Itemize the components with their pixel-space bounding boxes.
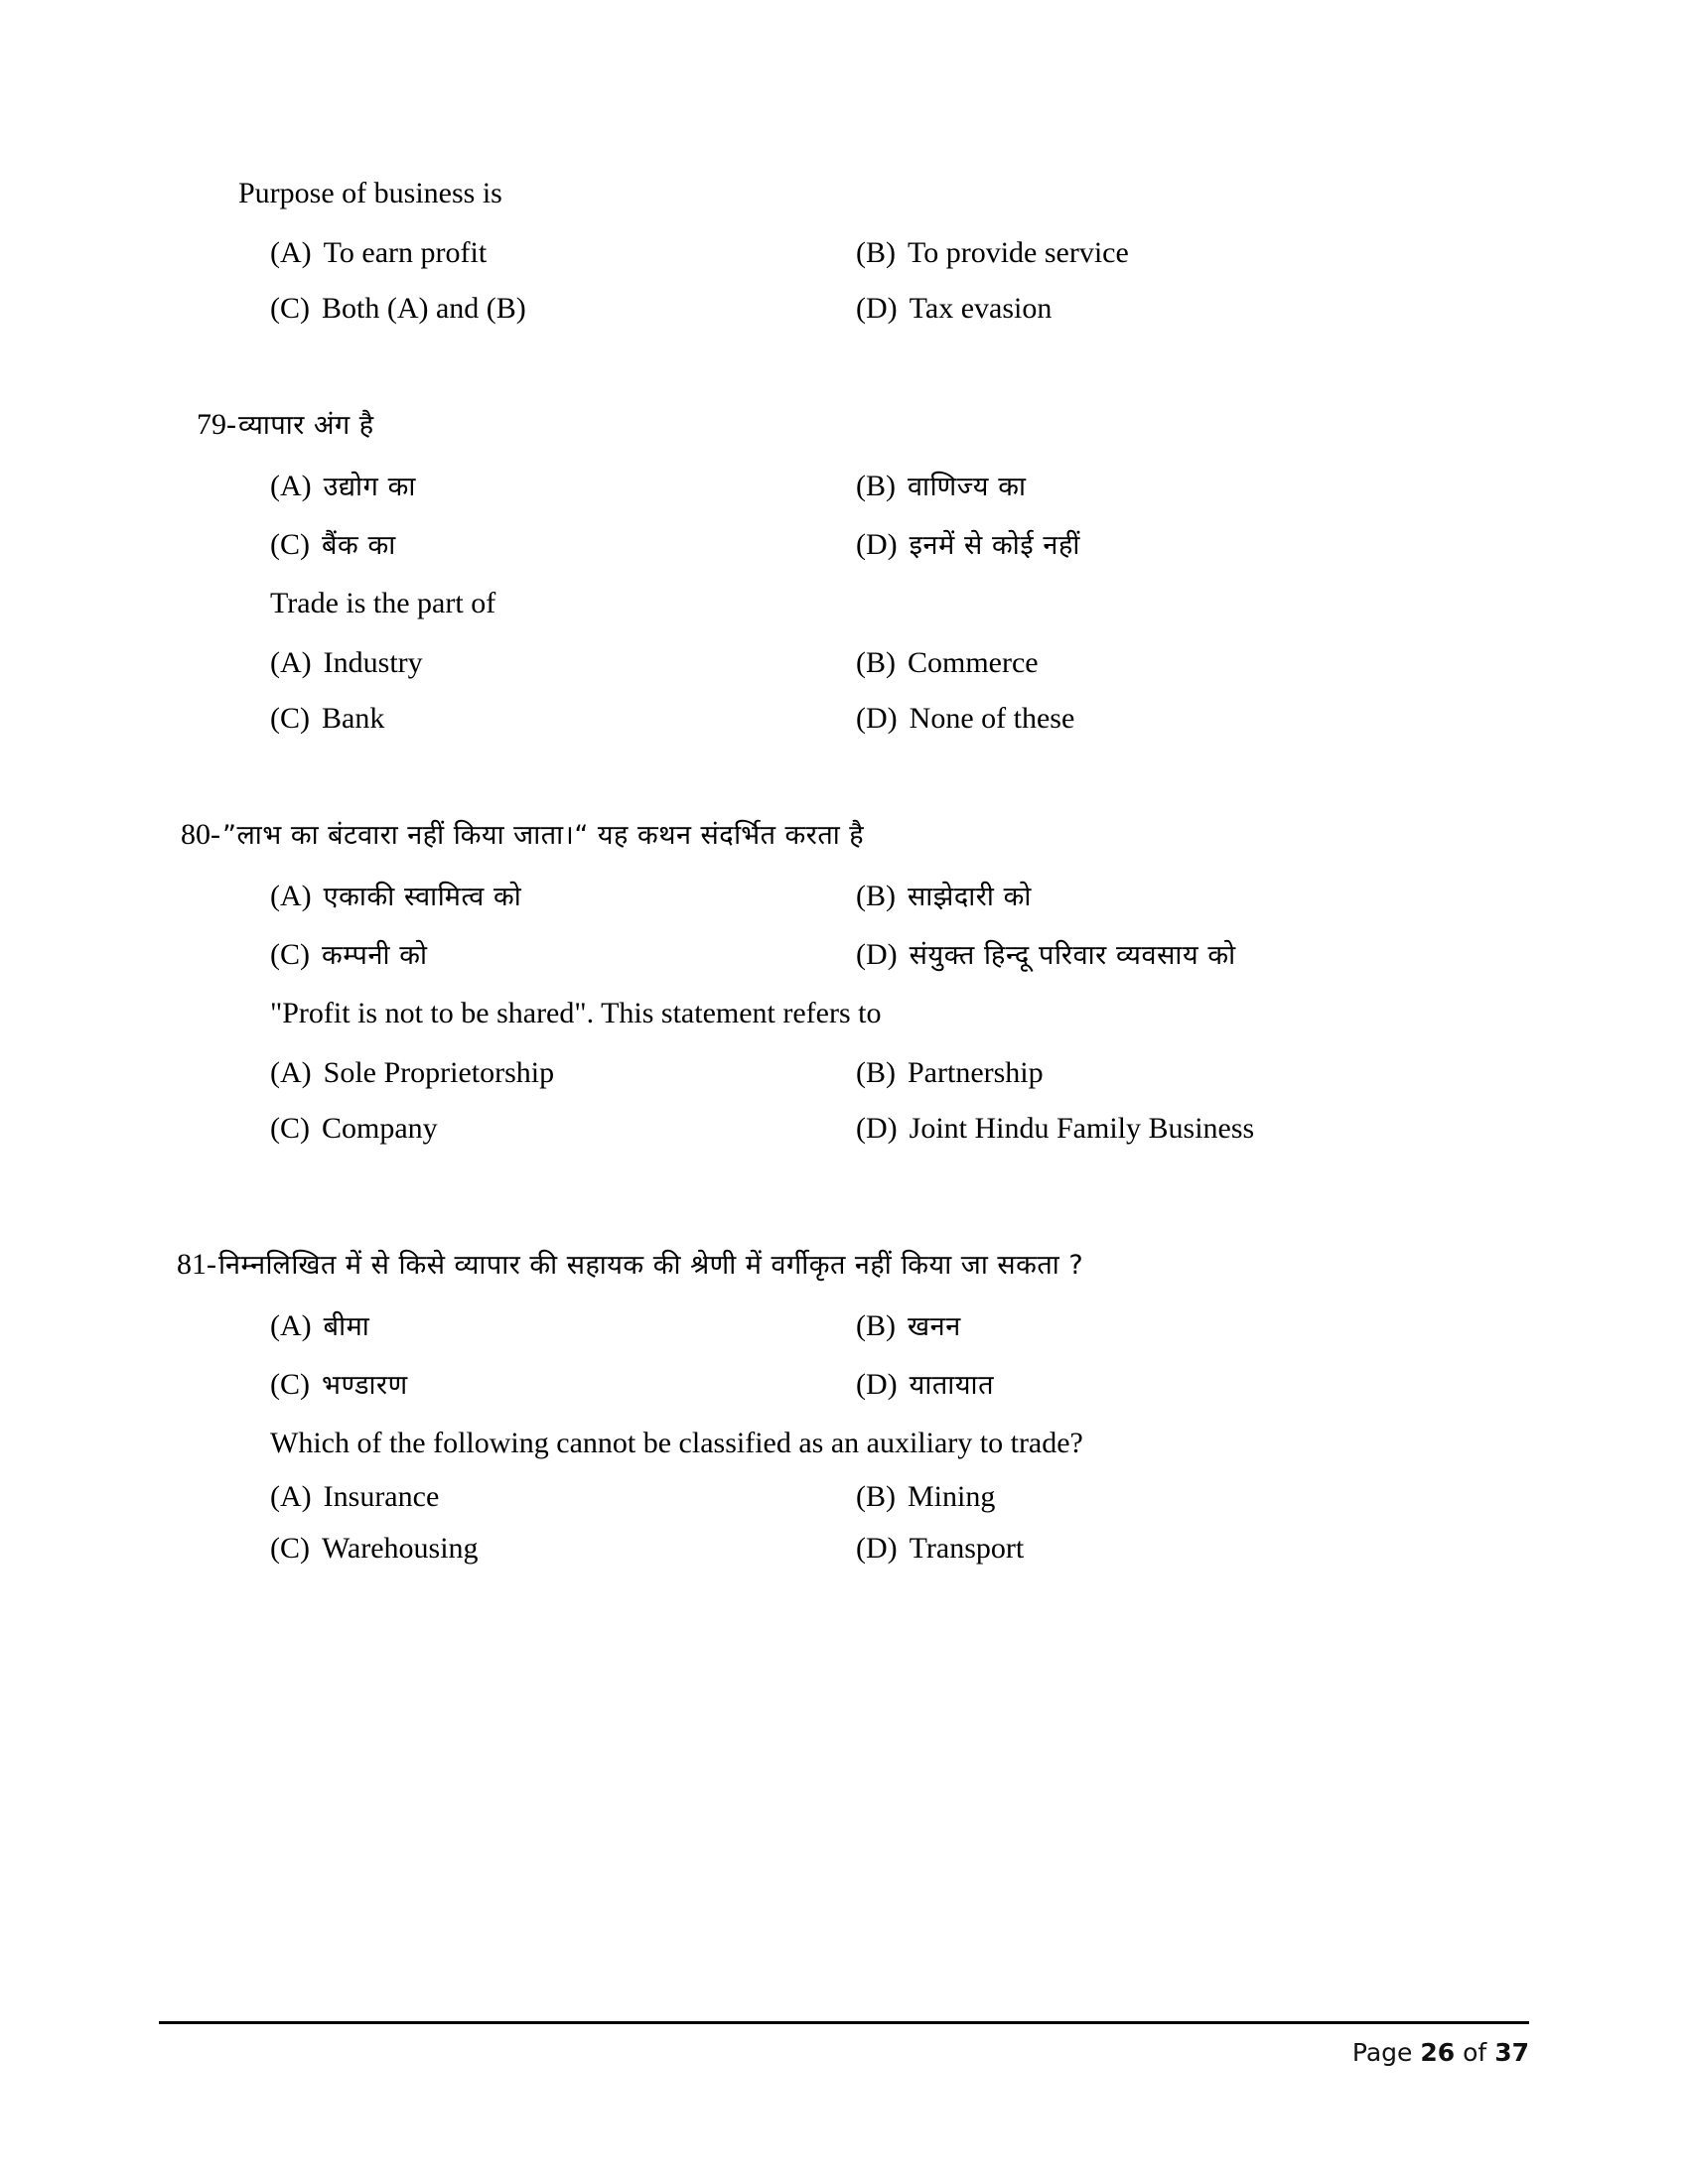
option-text: Both (A) and (B) xyxy=(322,291,526,325)
option-d[interactable] xyxy=(856,1365,1479,1402)
option-text: Bank xyxy=(322,701,385,735)
option-text: None of these xyxy=(909,701,1075,735)
option-label: (D) xyxy=(856,701,898,735)
page-footer xyxy=(159,2021,1529,2067)
option-c[interactable] xyxy=(270,935,856,972)
option-c[interactable] xyxy=(270,525,856,562)
option-row xyxy=(270,1306,1479,1343)
option-a[interactable] xyxy=(270,467,856,503)
option-d[interactable] xyxy=(856,292,1479,326)
footer-page-label: Page xyxy=(1351,2038,1413,2067)
question-stem-english: Trade is the part of xyxy=(270,587,496,619)
option-text: बैंक का xyxy=(322,530,396,561)
option-row xyxy=(270,1056,1479,1090)
option-label: (A) xyxy=(270,880,312,912)
option-label: (D) xyxy=(856,1111,898,1145)
option-text: एकाकी स्वामित्व को xyxy=(323,882,522,912)
question-block-carryover xyxy=(238,174,1479,326)
option-label: (D) xyxy=(856,1368,898,1401)
option-a[interactable] xyxy=(270,1306,856,1343)
question-heading-79 xyxy=(197,405,1479,446)
option-label: (C) xyxy=(270,1531,310,1565)
option-label: (C) xyxy=(270,291,310,325)
option-text: यातायात xyxy=(909,1370,995,1401)
option-d-en[interactable] xyxy=(856,1532,1479,1566)
option-label: (B) xyxy=(856,880,896,912)
option-row xyxy=(270,236,1479,270)
option-label: (D) xyxy=(856,528,898,561)
option-text: Partnership xyxy=(908,1055,1044,1089)
option-label: (A) xyxy=(270,235,312,269)
option-b[interactable] xyxy=(856,877,1479,913)
question-number: 81- xyxy=(177,1247,216,1281)
option-label: (B) xyxy=(856,645,896,679)
question-stem-english: "Profit is not to be shared". This statement refers to xyxy=(270,997,882,1029)
option-a-en[interactable] xyxy=(270,1480,856,1514)
question-stem-hindi: व्यापार अंग है xyxy=(238,409,374,441)
question-heading-80 xyxy=(181,815,1479,856)
option-a-en[interactable] xyxy=(270,1056,856,1090)
option-label: (A) xyxy=(270,470,312,502)
option-text: Joint Hindu Family Business xyxy=(909,1111,1255,1145)
option-text: Commerce xyxy=(908,645,1039,679)
option-text: खनन xyxy=(908,1311,961,1342)
option-text: Sole Proprietorship xyxy=(323,1055,555,1089)
option-label: (B) xyxy=(856,1309,896,1342)
question-block-80 xyxy=(181,815,1479,1146)
option-label: (A) xyxy=(270,645,312,679)
option-label: (D) xyxy=(856,1531,898,1565)
option-row xyxy=(270,646,1479,680)
option-b-en[interactable] xyxy=(856,646,1479,680)
option-row xyxy=(270,467,1479,503)
question-heading-81 xyxy=(177,1245,1479,1286)
option-c-en[interactable] xyxy=(270,1112,856,1146)
option-b-en[interactable] xyxy=(856,1480,1479,1514)
spacer xyxy=(238,757,1479,815)
option-row xyxy=(270,1532,1479,1566)
question-number: 80- xyxy=(181,817,220,851)
option-text: Insurance xyxy=(323,1479,440,1513)
option-row xyxy=(270,1112,1479,1146)
spacer xyxy=(238,1167,1479,1245)
option-label: (C) xyxy=(270,701,310,735)
option-text: इनमें से कोई नहीं xyxy=(909,530,1080,561)
question-stem-hindi: निम्नलिखित में से किसे व्यापार की सहायक की श्रेणी में वर्गीकृत नहीं किया जा सकता ? xyxy=(218,1249,1084,1281)
option-a[interactable] xyxy=(270,877,856,913)
option-c[interactable] xyxy=(270,292,856,326)
option-label: (B) xyxy=(856,470,896,502)
option-label: (C) xyxy=(270,1368,310,1401)
option-label: (C) xyxy=(270,938,310,971)
option-row xyxy=(270,292,1479,326)
option-text: कम्पनी को xyxy=(322,940,428,971)
option-d-en[interactable] xyxy=(856,1112,1479,1146)
option-row xyxy=(270,877,1479,913)
option-b-en[interactable] xyxy=(856,1056,1479,1090)
option-text: साझेदारी को xyxy=(908,882,1032,912)
option-text: भण्डारण xyxy=(322,1370,408,1401)
option-c-en[interactable] xyxy=(270,702,856,736)
spacer xyxy=(238,347,1479,405)
footer-page-indicator xyxy=(159,2024,1529,2067)
question-stem-english: Purpose of business is xyxy=(238,177,502,209)
option-row xyxy=(270,525,1479,562)
option-text: To provide service xyxy=(908,235,1129,269)
option-label: (B) xyxy=(856,1055,896,1089)
option-text: उद्योग का xyxy=(323,472,416,502)
option-text: वाणिज्य का xyxy=(908,472,1027,502)
option-text: To earn profit xyxy=(323,235,488,269)
option-label: (D) xyxy=(856,291,898,325)
question-stem-hindi: ”लाभ का बंटवारा नहीं किया जाता।“ यह कथन संदर्भित करता है xyxy=(222,819,865,851)
option-b[interactable] xyxy=(856,1306,1479,1343)
question-stem-english: Which of the following cannot be classified as an auxiliary to trade? xyxy=(270,1427,1083,1459)
option-text: Warehousing xyxy=(322,1531,479,1565)
question-block-79 xyxy=(197,405,1479,736)
option-text: Industry xyxy=(323,645,423,679)
option-d-en[interactable] xyxy=(856,702,1479,736)
option-label: (A) xyxy=(270,1479,312,1513)
question-number: 79- xyxy=(197,407,236,441)
option-a-en[interactable] xyxy=(270,646,856,680)
option-text: संयुक्त हिन्दू परिवार व्यवसाय को xyxy=(909,940,1236,971)
option-label: (D) xyxy=(856,938,898,971)
option-label: (C) xyxy=(270,528,310,561)
option-text: Tax evasion xyxy=(909,291,1053,325)
option-text: Company xyxy=(322,1111,438,1145)
option-row xyxy=(270,1365,1479,1402)
option-a[interactable] xyxy=(270,236,856,270)
option-b[interactable] xyxy=(856,467,1479,503)
option-c-en[interactable] xyxy=(270,1532,856,1566)
option-d[interactable] xyxy=(856,935,1479,972)
option-c[interactable] xyxy=(270,1365,856,1402)
option-label: (A) xyxy=(270,1309,312,1342)
option-text: बीमा xyxy=(323,1311,370,1342)
option-b[interactable] xyxy=(856,236,1479,270)
option-label: (B) xyxy=(856,1479,896,1513)
question-list xyxy=(177,174,1479,1583)
option-text: Transport xyxy=(909,1531,1025,1565)
option-label: (C) xyxy=(270,1111,310,1145)
option-label: (A) xyxy=(270,1055,312,1089)
option-row xyxy=(270,935,1479,972)
option-d[interactable] xyxy=(856,525,1479,562)
option-text: Mining xyxy=(908,1479,996,1513)
option-row xyxy=(270,1480,1479,1514)
footer-of-label: of xyxy=(1463,2038,1487,2067)
footer-total-pages: 37 xyxy=(1494,2038,1529,2067)
footer-page-number: 26 xyxy=(1420,2038,1456,2067)
option-label: (B) xyxy=(856,235,896,269)
option-row xyxy=(270,702,1479,736)
question-block-81 xyxy=(177,1245,1479,1566)
